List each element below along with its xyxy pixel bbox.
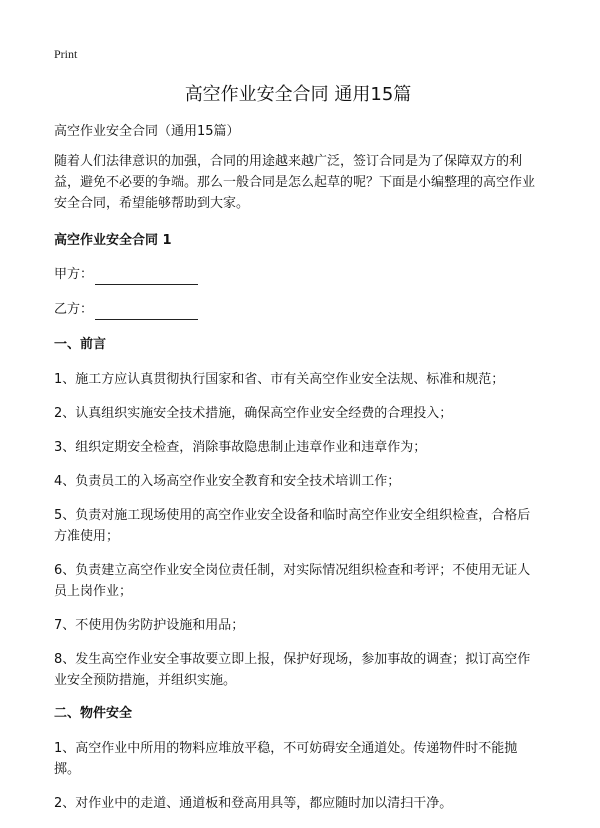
party-a-line bbox=[54, 265, 542, 285]
party-a-label: 甲方： bbox=[54, 267, 94, 282]
section-1-item: 4、负责员工的入场高空作业安全教育和安全技术培训工作； bbox=[54, 474, 401, 489]
section-1-item: 8、发生高空作业安全事故要立即上报，保护好现场，参加事故的调查；拟订高空作业安全预防措施，并组织实施。 bbox=[54, 652, 531, 688]
section-2-item: 2、对作业中的走道、通道板和登高用具等，都应随时加以清扫干净。 bbox=[54, 796, 453, 811]
party-b-blank bbox=[95, 303, 198, 320]
document-subtitle: 高空作业安全合同（通用15篇） bbox=[54, 124, 240, 139]
party-b-line bbox=[54, 300, 542, 320]
section-1-item: 6、负责建立高空作业安全岗位责任制，对实际情况组织检查和考评；不使用无证人员上岗作业； bbox=[54, 563, 531, 599]
print-label: Print bbox=[54, 47, 78, 61]
section-1-item: 7、不使用伪劣防护设施和用品； bbox=[54, 618, 245, 633]
section-1-item: 5、负责对施工现场使用的高空作业安全设备和临时高空作业安全组织检查，合格后方准使用； bbox=[54, 508, 531, 544]
party-a-blank bbox=[95, 268, 198, 285]
section-1-item: 2、认真组织实施安全技术措施，确保高空作业安全经费的合理投入； bbox=[54, 406, 453, 421]
document-title: 高空作业安全合同 通用15篇 bbox=[184, 84, 412, 105]
section-2-item: 1、高空作业中所用的物料应堆放平稳，不可妨碍安全通道处。传递物件时不能抛掷。 bbox=[54, 741, 518, 777]
party-b-label: 乙方： bbox=[54, 302, 94, 317]
section-1-item: 3、组织定期安全检查，消除事故隐患制止违章作业和违章作为； bbox=[54, 440, 427, 455]
contract-1-heading: 高空作业安全合同 1 bbox=[54, 233, 172, 248]
intro-paragraph: 随着人们法律意识的加强，合同的用途越来越广泛，签订合同是为了保障双方的利益，避免不必要的争端。那么一般合同是怎么起草的呢？下面是小编整理的高空作业安全合同，希望能够帮助到大家。 bbox=[54, 154, 536, 211]
section-1-heading: 一、前言 bbox=[54, 337, 107, 352]
section-1-item: 1、施工方应认真贯彻执行国家和省、市有关高空作业安全法规、标准和规范； bbox=[54, 372, 505, 387]
section-2-heading: 二、物件安全 bbox=[54, 706, 133, 721]
